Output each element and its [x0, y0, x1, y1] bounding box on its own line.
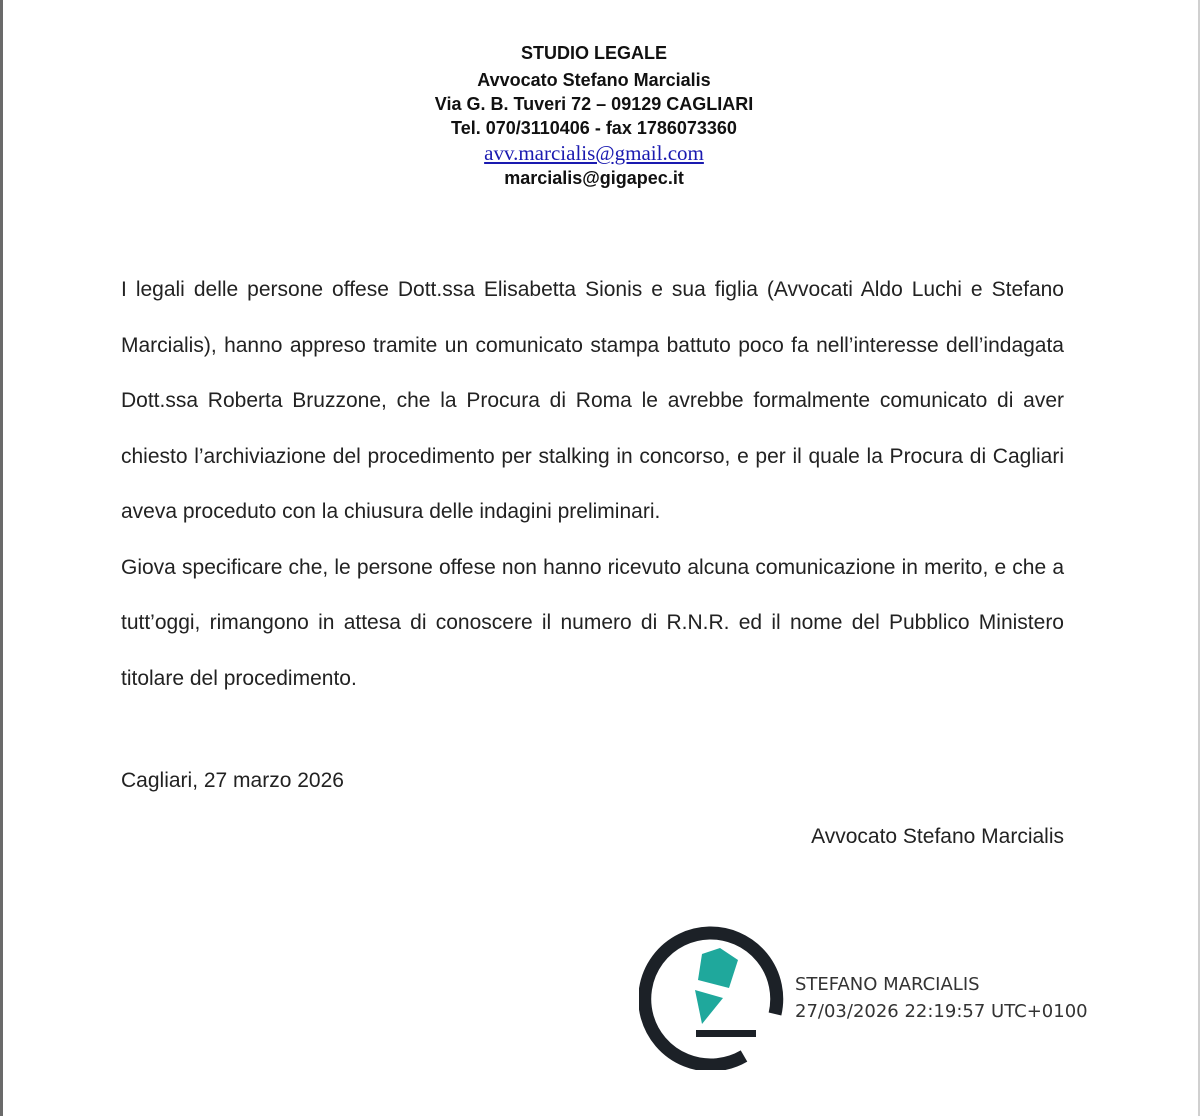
letterhead-studio: STUDIO LEGALE — [520, 43, 667, 63]
signature-timestamp: 27/03/2026 22:19:57 UTC+0100 — [795, 1001, 1088, 1022]
signer-name: STEFANO MARCIALIS — [795, 974, 980, 995]
letterhead-pec: marcialis@gigapec.it — [504, 168, 684, 188]
letter-body — [121, 262, 1064, 706]
email-link[interactable]: avv.marcialis@gmail.com — [484, 141, 704, 165]
letterhead-lawyer: Avvocato Stefano Marcialis — [477, 70, 711, 90]
signature-name: Avvocato Stefano Marcialis — [811, 825, 1064, 848]
body-paragraph-1: I legali delle persone offese Dott.ssa Elisabetta Sionis e sua figlia (Avvocati Aldo Luchi e Stefano Marcialis), hanno appreso tramite un comunicato stampa battuto poco fa nell’interesse dell’indagata Dott.ssa Roberta Bruzzone, che la Procura di Roma le avrebbe formalmente comunicato di aver chiesto l’archiviazione del procedimento per stalking in concorso, e per il quale la Procura di Cagliari aveva proceduto con la chiusura delle indagini preliminari. — [121, 278, 1064, 523]
letterhead-phone-fax: Tel. 070/3110406 - fax 1786073360 — [451, 118, 737, 138]
letterhead-address: Via G. B. Tuveri 72 – 09129 CAGLIARI — [434, 94, 754, 114]
digital-signature-icon — [639, 924, 785, 1070]
digital-signature-info — [795, 971, 1088, 1025]
body-paragraph-2: Giova specificare che, le persone offese non hanno ricevuto alcuna comunicazione in merito, e che a tutt’oggi, rimangono in attesa di conoscere il numero di R.N.R. ed il nome del Pubblico Ministero titolare del procedimento. — [121, 555, 1064, 690]
letterhead — [0, 40, 1188, 190]
place-date: Cagliari, 27 marzo 2026 — [121, 769, 344, 792]
